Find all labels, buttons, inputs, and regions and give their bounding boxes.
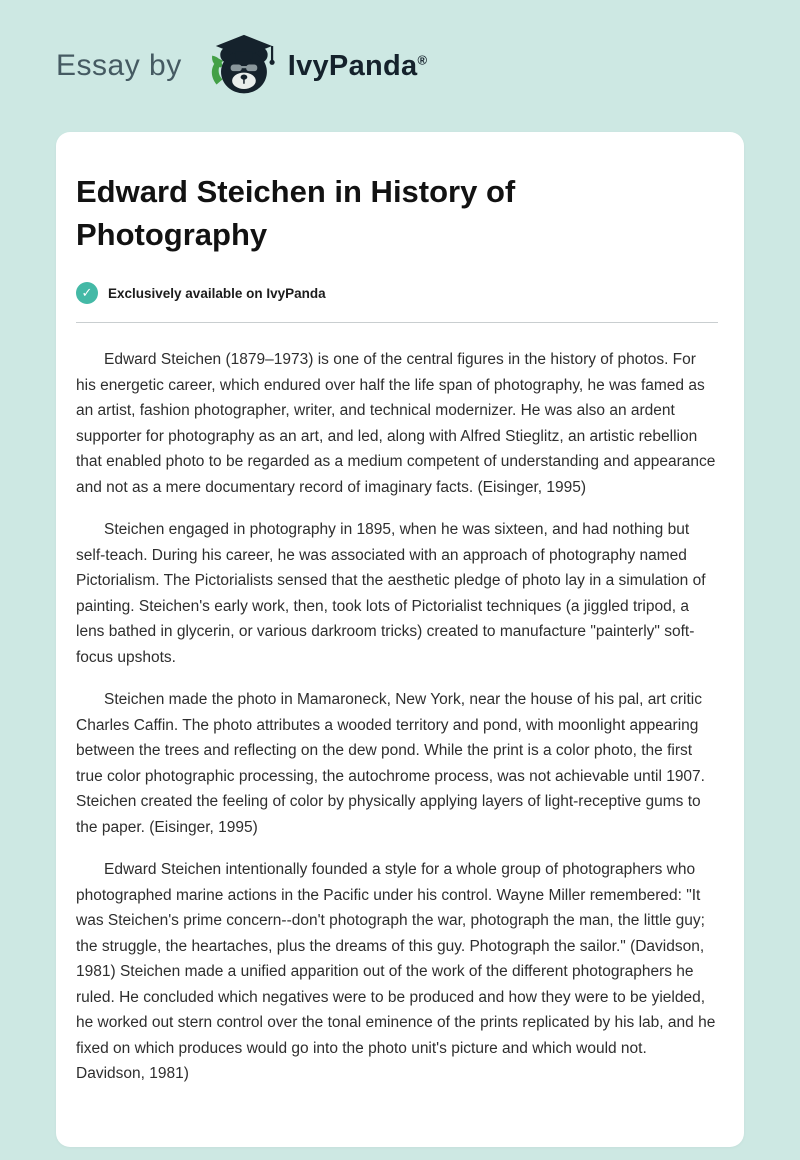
essay-paragraph: Edward Steichen intentionally founded a style for a whole group of photographers who photographed marine actions in the Pacific under his control. Wayne Miller remembered: "It was Steichen's prime concern--don't photograph the war, photograph the man, the little guy; the struggle, the heartaches, plus the dreams of this guy. Photograph the sailor." (Davidson, 1981) Steichen made a unified apparition out of the work of the different photographers he ruled. He concluded which negatives were to be produced and how they were to be yielded, he worked out stern control over the tonal eminence of the prints replicated by his lab, and he fixed on which produces would go into the photo unit's picture and which would not. Davidson, 1981): [76, 861, 716, 1082]
page-header: [0, 0, 800, 132]
availability-badge: [76, 282, 720, 304]
availability-badge-label: Exclusively available on IvyPanda: [108, 285, 326, 301]
essay-by-label: Essay by: [56, 49, 182, 82]
brand-name[interactable]: [288, 50, 428, 83]
registered-mark: ®: [417, 51, 428, 67]
ivypanda-logo[interactable]: [204, 29, 428, 103]
essay-paragraph: Steichen engaged in photography in 1895, when he was sixteen, and had nothing but self-teach. During his career, he was associated with an approach of photography named Pictorialism. The Pictorialists sensed that the aesthetic pledge of photo lay in a simulation of painting. Steichen's early work, then, took lots of Pictorialist techniques (a jiggled tripod, a lens bathed in glycerin, or various darkroom tricks) created to manufacture "painterly" soft-focus upshots.: [76, 521, 706, 666]
panda-graduate-icon: [204, 29, 278, 103]
essay-card: [56, 132, 744, 1147]
check-icon: ✓: [76, 282, 98, 304]
divider: [76, 322, 718, 323]
brand-text: IvyPanda: [287, 49, 418, 82]
essay-paragraph: Steichen made the photo in Mamaroneck, New York, near the house of his pal, art critic Charles Caffin. The photo attributes a wooded territory and pond, with moonlight appearing between the trees and reflecting on the dew pond. While the print is a color photo, the first true color photographic processing, the autochrome process, was not achievable until 1907. Steichen created the feeling of color by physically applying layers of light-receptive gums to the paper. (Eisinger, 1995): [76, 691, 705, 836]
essay-body: [76, 347, 720, 1087]
article-title: Edward Steichen in History of Photography: [76, 174, 516, 252]
essay-paragraph: Edward Steichen (1879–1973) is one of the central figures in the history of photos. For his energetic career, which endured over half the life span of photography, he was famed as an artist, fashion photographer, writer, and technical modernizer. He was also an ardent supporter for photography as an art, and led, along with Alfred Stieglitz, an artistic rebellion that enabled photo to be regarded as a medium competent of understanding and appearance and not as a mere documentary record of imaginary facts. (Eisinger, 1995): [76, 351, 716, 496]
